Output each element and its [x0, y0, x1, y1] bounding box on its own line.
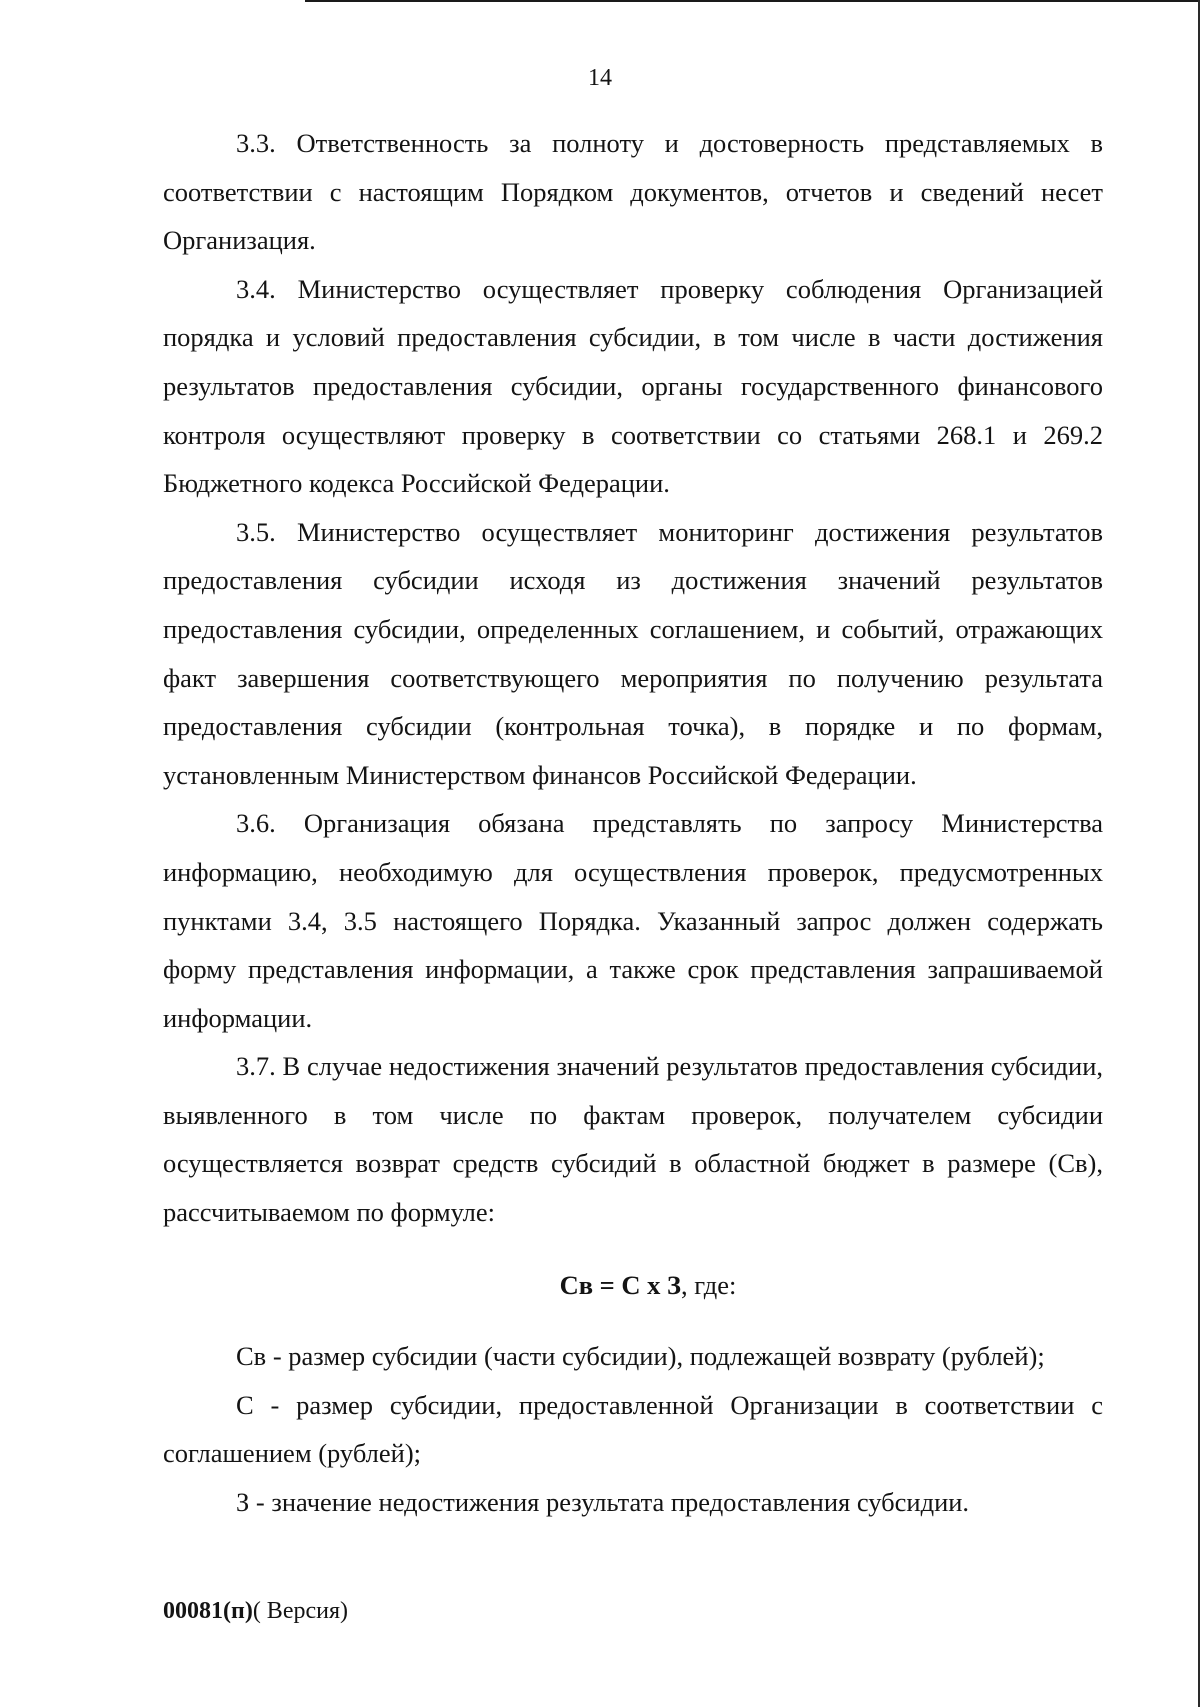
formula-expression: Св = С х З	[559, 1269, 681, 1300]
paragraph-3-5: 3.5. Министерство осуществляет мониторинг достижения результатов предоставления субсидии исходя из достижения значений результатов предоставления субсидии, определенных соглашением, и событий, отражающих факт завершения соответствующего мероприятия по получению результата предоставления субсидии (контрольная точка), в порядке и по формам, установленным Министерством финансов Российской Федерации.	[163, 516, 1103, 790]
formula-suffix: , где:	[681, 1269, 737, 1300]
paragraph-3-7: 3.7. В случае недостижения значений результатов предоставления субсидии, выявленного в том числе по фактам проверок, получателем субсидии осуществляется возврат средств субсидий в областной бюджет в размере (Св), рассчитываемом по формуле:	[163, 1051, 1103, 1228]
page-number: 14	[588, 65, 612, 91]
document-body	[163, 119, 1103, 1527]
paragraph-3-4: 3.4. Министерство осуществляет проверку соблюдения Организацией порядка и условий предоставления субсидии, в том числе в части достижения результатов предоставления субсидии, органы государственного финансового контроля осуществляют проверку в соответствии со статьями 268.1 и 269.2 Бюджетного кодекса Российской Федерации.	[163, 273, 1103, 499]
document-footer	[163, 1596, 348, 1626]
return-formula	[163, 1261, 1103, 1310]
definition-s: С - размер субсидии, предоставленной Организации в соответствии с соглашением (рублей);	[163, 1389, 1103, 1469]
paragraph-3-6: 3.6. Организация обязана представлять по запросу Министерства информацию, необходимую для осуществления проверок, предусмотренных пунктами 3.4, 3.5 настоящего Порядка. Указанный запрос должен содержать форму представления информации, а также срок представления запрашиваемой информации.	[163, 808, 1103, 1033]
definition-sv: Св - размер субсидии (части субсидии), подлежащей возврату (рублей);	[236, 1341, 1045, 1372]
definition-z: З - значение недостижения результата предоставления субсидии.	[236, 1487, 970, 1518]
top-border-line	[305, 0, 1200, 2]
paragraph-3-3: 3.3. Ответственность за полноту и достоверность представляемых в соответствии с настоящим Порядком документов, отчетов и сведений несет Организация.	[163, 128, 1103, 256]
footer-code: 00081(п)	[163, 1598, 253, 1624]
footer-version: ( Версия)	[252, 1598, 348, 1624]
